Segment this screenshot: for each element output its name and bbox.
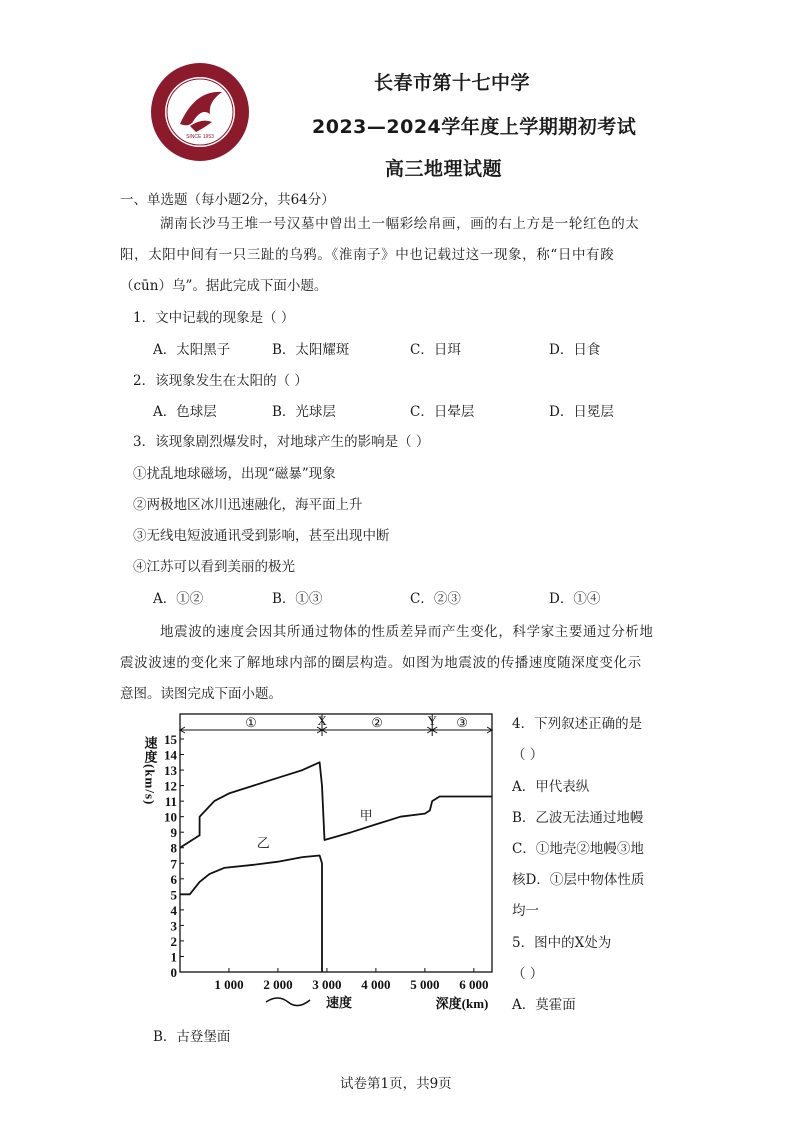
q3-item-3: ③无线电短波通讯受到影响，甚至出现中断 — [133, 528, 390, 544]
q3-option-a: A．①② — [153, 591, 204, 607]
layer-boundary-label: X — [317, 713, 327, 728]
q1-stem: 1．文中记载的现象是（ ） — [133, 310, 295, 326]
passage2-line1: 地震波的速度会因其所通过物体的性质差异而产生变化，科学家主要通过分析地 — [160, 624, 654, 640]
q3-item-1: ①扰乱地球磁场，出现“磁暴”现象 — [133, 466, 336, 482]
q2-stem: 2．该现象发生在太阳的（ ） — [133, 373, 308, 389]
q3-option-d: D．①④ — [549, 591, 601, 607]
passage2-line2: 震波波速的变化来了解地球内部的圈层构造。如图为地震波的传播速度随深度变化示 — [120, 655, 642, 671]
q4-stem: 4．下列叙述正确的是 — [512, 716, 643, 732]
q4-line-d: 核D．①层中物体性质 — [512, 872, 645, 888]
q1-option-b: B．太阳耀斑 — [272, 342, 350, 358]
y-tick-label: 5 — [170, 887, 177, 903]
subject-title: 高三地理试题 — [385, 158, 503, 180]
passage1-line3: （cūn）乌”。据此完成下面小题。 — [120, 278, 328, 294]
series-label-yi: 乙 — [256, 835, 270, 851]
q1-option-c: C．日珥 — [410, 342, 461, 358]
exam-title: 2023—2024学年度上学期期初考试 — [312, 116, 637, 138]
x-tick-label: 3 000 — [312, 977, 342, 992]
q1-option-d: D．日食 — [549, 342, 601, 358]
y-tick-label: 15 — [164, 732, 177, 747]
passage2-line3: 意图。读图完成下面小题。 — [120, 686, 282, 702]
section-heading: 一、单选题（每小题2分，共64分） — [120, 192, 335, 208]
x-tick-label: 4 000 — [361, 977, 391, 992]
layer-label: ① — [245, 715, 257, 730]
school-title: 长春市第十七中学 — [374, 72, 531, 94]
seismic-wave-chart — [130, 706, 500, 1026]
y-tick-label: 9 — [170, 825, 177, 841]
q2-option-c: C．日晕层 — [410, 404, 475, 420]
q4-line-c: C．①地壳②地幔③地 — [512, 841, 644, 857]
q3-option-c: C．②③ — [410, 591, 461, 607]
y-tick-label: 11 — [164, 794, 177, 810]
x-tick-label: 2 000 — [263, 977, 293, 992]
q4-line-a: A．甲代表纵 — [512, 779, 590, 795]
plot-frame — [180, 714, 492, 972]
q5-option-b: B．古登堡面 — [153, 1029, 231, 1045]
y-tick-label: 6 — [170, 871, 177, 887]
y-tick-label: 8 — [170, 840, 177, 856]
y-tick-label: 7 — [170, 856, 177, 872]
q2-option-a: A．色球层 — [153, 404, 217, 420]
series-line-p-wave — [180, 762, 492, 847]
svg-text:SINCE 1953: SINCE 1953 — [186, 134, 214, 140]
x-tick-label: 5 000 — [410, 977, 440, 992]
page-footer: 试卷第1页，共9页 — [340, 1076, 452, 1092]
x-tick-label: 1 000 — [214, 977, 244, 992]
q3-stem: 3．该现象剧烈爆发时，对地球产生的影响是（ ） — [133, 434, 430, 450]
q3-item-2: ②两极地区冰川迅速融化，海平面上升 — [133, 497, 363, 513]
q4-paren: （ ） — [512, 747, 544, 763]
legend-line — [266, 998, 310, 1006]
y-axis-label: 速度(km/s) — [142, 736, 158, 806]
q4-line-b: B．乙波无法通过地幔 — [512, 810, 644, 826]
y-tick-label: 2 — [170, 933, 177, 949]
y-tick-label: 0 — [170, 965, 177, 980]
x-tick-label: 6 000 — [459, 977, 489, 992]
q5-stem: 5．图中的X处为 — [512, 935, 612, 951]
layer-label: ③ — [456, 715, 468, 730]
layer-label: ② — [371, 715, 383, 730]
q2-option-b: B．光球层 — [272, 404, 336, 420]
q3-option-b: B．①③ — [272, 591, 323, 607]
q5-option-a: A．莫霍面 — [512, 997, 576, 1013]
chart-svg — [130, 706, 500, 1026]
q5-paren: （ ） — [512, 966, 544, 982]
x-axis-label: 深度(km) — [435, 996, 489, 1011]
series-line-s-wave — [180, 856, 322, 973]
q2-option-d: D．日冕层 — [549, 404, 614, 420]
q1-option-a: A．太阳黑子 — [153, 342, 231, 358]
y-tick-label: 14 — [164, 747, 177, 763]
series-label-jia: 甲 — [359, 807, 373, 823]
legend-label: 速度 — [326, 995, 353, 1010]
q3-item-4: ④江苏可以看到美丽的极光 — [133, 559, 295, 575]
y-tick-label: 12 — [164, 778, 177, 794]
y-tick-label: 13 — [164, 763, 177, 779]
y-tick-label: 1 — [170, 949, 177, 965]
q4-line-e: 均一 — [512, 903, 539, 919]
y-tick-label: 4 — [170, 902, 177, 918]
passage1-line1: 湖南长沙马王堆一号汉墓中曾出土一幅彩绘帛画，画的右上方是一轮红色的太 — [160, 216, 640, 232]
layer-boundary-label: Y — [427, 713, 437, 728]
y-tick-label: 3 — [170, 918, 177, 934]
passage1-line2: 阳，太阳中间有一只三趾的乌鸦。《淮南子》中也记载过这一现象，称“日中有踆 — [120, 247, 615, 263]
y-tick-label: 10 — [164, 809, 177, 825]
school-logo — [150, 62, 250, 162]
